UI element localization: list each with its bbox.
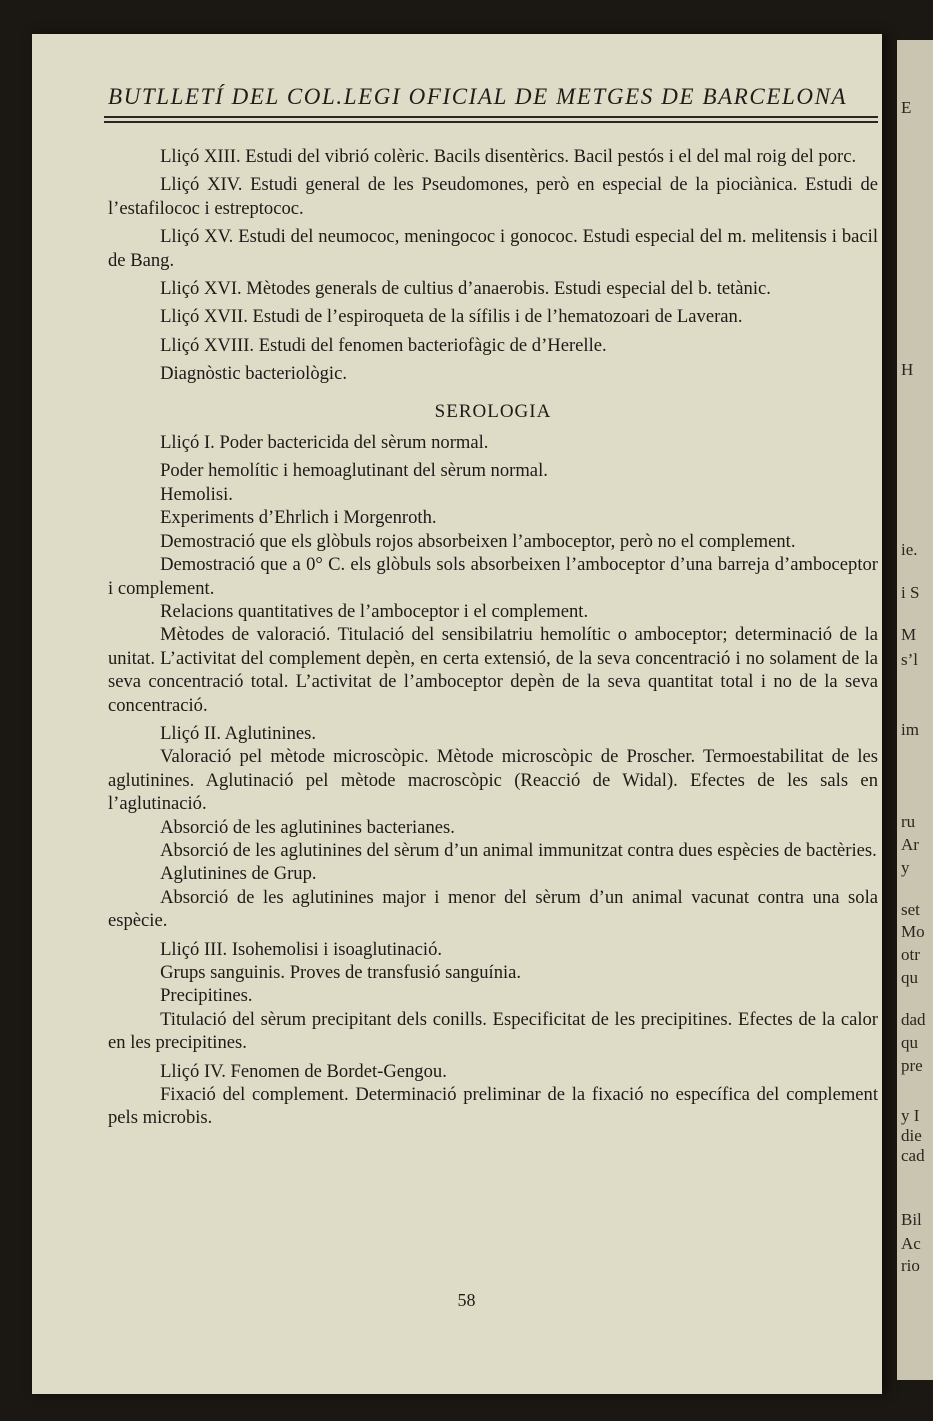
serology-list	[108, 431, 878, 1130]
next-page-edge	[897, 40, 933, 1380]
section-title: SEROLOGIA	[434, 400, 552, 422]
edge-fragment: qu	[901, 1033, 918, 1052]
lesson-paragraph: Lliçó XVII. Estudi de l’espiroqueta de la sífilis i de l’hematozoari de Laveran.	[160, 306, 743, 328]
lesson-paragraph: Lliçó XIII. Estudi del vibrió colèric. Bacils disentèrics. Bacil pestós i el del mal roig del porc.	[160, 146, 857, 167]
edge-fragment: qu	[901, 968, 918, 987]
edge-fragment: pre	[901, 1056, 923, 1075]
serology-paragraph: Titulació del sèrum precipitant dels conills. Especificitat de les precipitines. Efectes de la calor en les precipitines.	[108, 1008, 878, 1054]
edge-fragment: dad	[901, 1010, 926, 1029]
serology-paragraph: Absorció de les aglutinines del sèrum d’un animal immunitzat contra dues espècies de bactèries.	[160, 839, 877, 861]
serology-paragraph: Hemolisi.	[160, 483, 233, 505]
lesson-paragraph: Lliçó XVI. Mètodes generals de cultius d’anaerobis. Estudi especial del b. tetànic.	[160, 278, 771, 300]
lesson-paragraph: Lliçó XV. Estudi del neumococ, meningococ i gonococ. Estudi especial del m. melitensis i bacil de Bang.	[108, 226, 878, 271]
edge-fragment: E	[901, 98, 912, 117]
serology-paragraph: Relacions quantitatives de l’amboceptor i el complement.	[160, 600, 589, 622]
lesson-paragraph: Diagnòstic bacteriològic.	[160, 363, 347, 385]
serology-paragraph: Valoració pel mètode microscòpic. Mètode microscòpic de Proscher. Termoestabilitat de les aglutinines. Aglutinació pel mètode macroscòpic (Reacció de Widal). Efectes de les sals en l’aglutinació.	[108, 746, 878, 815]
serology-paragraph: Demostració que a 0° C. els glòbuls sols absorbeixen l’amboceptor d’una barreja d’amboceptor i complement.	[108, 554, 878, 599]
body-text	[108, 145, 878, 1130]
serology-paragraph: Fixació del complement. Determinació preliminar de la fixació no específica del complement pels microbis.	[108, 1084, 878, 1129]
header-rule-top	[104, 116, 878, 118]
edge-fragment: M	[901, 625, 917, 644]
edge-fragment: ru	[901, 812, 916, 831]
serology-paragraph: Precipitines.	[160, 985, 253, 1007]
serology-paragraph: Absorció de les aglutinines bacterianes.	[160, 816, 455, 838]
edge-fragment: H	[901, 360, 914, 379]
edge-fragment: Mo	[901, 922, 925, 941]
lesson-paragraph: Lliçó XVIII. Estudi del fenomen bacteriofàgic de d’Herelle.	[160, 334, 607, 356]
edge-fragment: cad	[901, 1146, 925, 1165]
lessons-list	[108, 145, 878, 386]
serology-paragraph: Lliçó II. Aglutinines.	[160, 722, 317, 744]
edge-fragment: y	[901, 858, 910, 877]
edge-fragment: Ar	[901, 835, 919, 854]
edge-fragment: y I	[901, 1106, 920, 1125]
running-header: BUTLLETÍ DEL COL.LEGI OFICIAL DE METGES DE BARCELONA	[108, 84, 848, 109]
edge-fragment: s’l	[901, 650, 918, 669]
header-rule-bottom	[104, 121, 878, 123]
page-number: 58	[457, 1290, 476, 1310]
serology-paragraph: Demostració que els glòbuls rojos absorbeixen l’amboceptor, però no el complement.	[160, 530, 796, 552]
edge-fragment: ie.	[901, 540, 918, 559]
edge-fragment: set	[901, 900, 920, 919]
edge-fragment: rio	[901, 1256, 920, 1275]
serology-paragraph: Aglutinines de Grup.	[160, 863, 317, 885]
edge-fragment: die	[901, 1126, 922, 1145]
serology-paragraph: Lliçó I. Poder bactericida del sèrum normal.	[160, 432, 489, 454]
lesson-paragraph: Lliçó XIV. Estudi general de les Pseudomones, però en especial de la piociànica. Estudi de l’estafilococ i estreptococ.	[108, 174, 878, 219]
serology-paragraph: Grups sanguinis. Proves de transfusió sanguínia.	[160, 962, 522, 983]
edge-fragment: Bil	[901, 1210, 922, 1229]
serology-paragraph: Poder hemolític i hemoaglutinant del sèrum normal.	[160, 460, 548, 482]
serology-paragraph: Lliçó III. Isohemolisi i isoaglutinació.	[160, 938, 443, 960]
edge-fragment: im	[901, 720, 919, 739]
serology-paragraph: Absorció de les aglutinines major i menor del sèrum d’un animal vacunat contra una sola espècie.	[108, 886, 878, 932]
serology-paragraph: Experiments d’Ehrlich i Morgenroth.	[160, 507, 437, 529]
edge-fragment: Ac	[901, 1234, 921, 1253]
edge-fragment: otr	[901, 945, 920, 964]
serology-paragraph: Mètodes de valoració. Titulació del sensibilatriu hemolític o amboceptor; determinació de la unitat. L’activitat del complement depèn, en certa extensió, de la seva concentració i no solament de la seva concentració total. L’activitat de l’amboceptor depèn de la seva quantitat total i no de la seva concentració.	[108, 624, 878, 716]
serology-paragraph: Lliçó IV. Fenomen de Bordet-Gengou.	[160, 1060, 447, 1082]
edge-fragment: i S	[901, 583, 920, 602]
